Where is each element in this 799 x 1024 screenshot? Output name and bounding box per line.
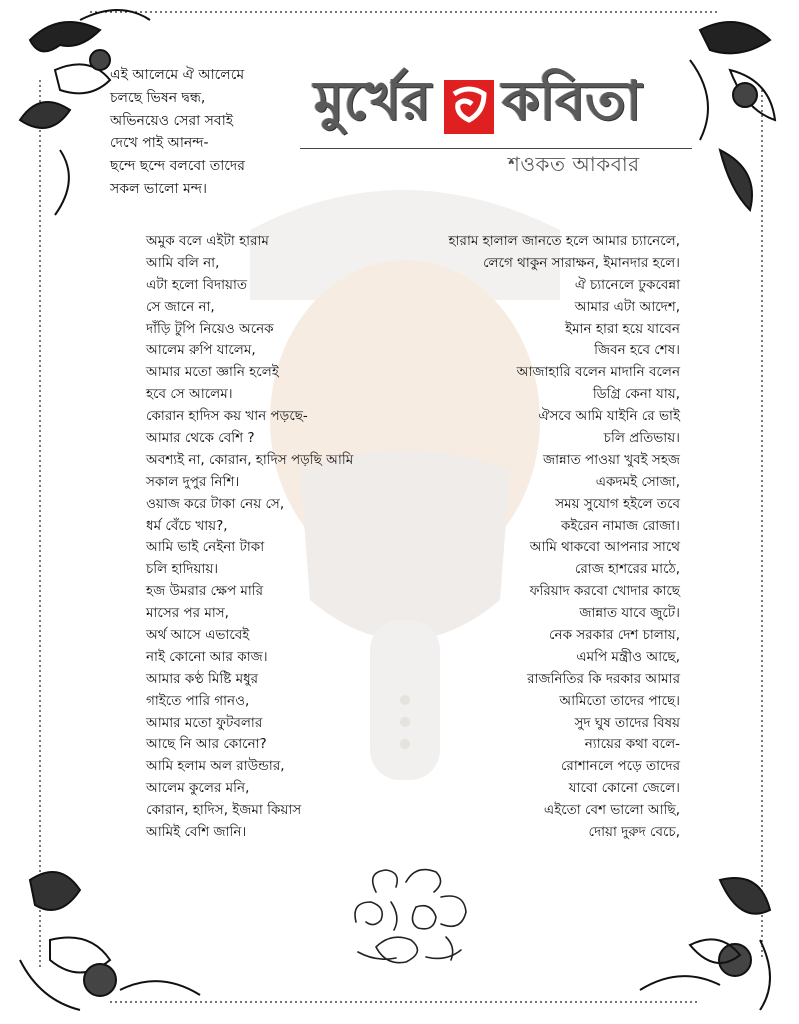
- verse-line: আলেম রুপি যালেম,: [146, 342, 256, 359]
- verse-line: আমার মতো জ্ঞানি হলেই: [146, 364, 279, 381]
- verse-line: দাঁড়ি টুপি নিয়েও অনেক: [146, 320, 274, 337]
- verse-line: ডিগ্রি কেনা যায়,: [592, 386, 680, 403]
- verse-line: আমার মতো ফুটবলার: [146, 714, 263, 731]
- verse-line: আমি বলি না,: [146, 254, 220, 271]
- title-word-1: মুর্খের: [314, 68, 431, 132]
- verse-line: জান্নাত পাওয়া খুবই সহজ: [543, 451, 680, 468]
- verse-line: আমার কণ্ঠ মিষ্টি মধুর: [146, 670, 259, 687]
- verse-line: রোশানলে পড়ে তাদের: [560, 758, 680, 775]
- title-logo-icon: [442, 78, 496, 136]
- corner-flourish-bottom-right: [640, 878, 770, 1010]
- verse-line: অমুক বলে এইটা হারাম: [146, 233, 269, 249]
- verse-line: আমি থাকবো আপনার সাথে: [529, 539, 680, 556]
- verse-line: দোয়া দুরুদ বেচে,: [588, 824, 680, 841]
- intro-line: ছন্দে ছন্দে বলবো তাদের: [110, 158, 245, 175]
- verse-line: হজ উমরার ক্ষেপ মারি: [146, 583, 264, 600]
- verse-line: এমপি মন্ত্রীও আছে,: [576, 648, 680, 665]
- verse-line: আমিই বেশি জানি।: [146, 824, 247, 841]
- bottom-flourish-ornament: [346, 862, 472, 970]
- verse-line: একদমই সোজা,: [595, 473, 680, 490]
- verse-line: আলেম কুলের মনি,: [146, 780, 250, 797]
- verse-line: চলি প্রতিভায়।: [603, 430, 680, 447]
- poem-right-column: [410, 231, 680, 844]
- verse-line: রোজ হাশরের মাঠে,: [574, 561, 680, 578]
- verse-line: কইরেন নামাজ রোজা।: [560, 517, 680, 534]
- verse-line: অর্থ আসে এভাবেই: [146, 627, 250, 644]
- verse-line: অবশ্যই না, কোরান, হাদিস পড়ছি আমি: [146, 451, 354, 468]
- verse-line: লেগে থাকুন সারাক্ষন, ইমানদার হলে।: [483, 254, 680, 271]
- intro-line: সকল ভালো মন্দ।: [110, 180, 207, 197]
- verse-line: এটা হলো বিদায়াত: [146, 276, 247, 293]
- verse-line: নাই কোনো আর কাজ।: [146, 648, 268, 665]
- verse-line: নেক সরকার দেশ চালায়,: [549, 627, 680, 644]
- intro-line: চলছে ভিষন দ্বন্ধ,: [110, 89, 206, 106]
- verse-line: সে জানে না,: [146, 298, 215, 315]
- verse-line: আছে নি আর কোনো?: [146, 736, 267, 753]
- intro-line: এই আলেমে ঐ আলেমে: [110, 67, 245, 83]
- verse-line: আমি হলাম অল রাউন্ডার,: [146, 758, 285, 775]
- verse-line: সময় সুযোগ হইলে তবে: [555, 495, 680, 512]
- verse-line: ঐসবে আমি যাইনি রে ভাই: [538, 408, 680, 425]
- title-word-2: কবিতা: [502, 68, 642, 132]
- verse-line: সুদ ঘুষ তাদের বিষয়: [574, 714, 680, 731]
- verse-line: ফরিয়াদ করবো খোদার কাছে: [529, 583, 680, 600]
- verse-line: চলি হাদিয়ায়।: [146, 561, 219, 578]
- verse-line: ঐ চ্যানেলে ঢুকবেন্না: [574, 276, 680, 293]
- verse-line: জিবন হবে শেষ।: [594, 342, 680, 359]
- verse-line: ইমান হারা হয়ে যাবেন: [565, 320, 680, 337]
- verse-line: কোরান হাদিস কয় খান পড়ছে-: [146, 408, 308, 425]
- verse-line: যাবো কোনো জেলে।: [568, 780, 680, 797]
- poem-title: [314, 66, 704, 156]
- poem-left-column: [146, 231, 426, 844]
- intro-stanza: [110, 64, 310, 201]
- verse-line: হবে সে আলেম।: [146, 386, 233, 403]
- verse-line: আমার এটা আদেশ,: [574, 298, 680, 315]
- intro-line: অভিনয়েও সেরা সবাই: [110, 112, 234, 129]
- intro-line: দেখে পাই আনন্দ-: [110, 135, 209, 152]
- corner-flourish-bottom-left: [20, 872, 200, 1010]
- verse-line: হারাম হালাল জানতে হলে আমার চ্যানেলে,: [448, 233, 680, 249]
- verse-line: আমার থেকে বেশি ?: [146, 430, 255, 447]
- verse-line: আমি ভাই নেইনা টাকা: [146, 539, 265, 556]
- verse-line: ন্যায়ের কথা বলে-: [584, 736, 680, 753]
- verse-line: মাসের পর মাস,: [146, 605, 229, 622]
- author-name: শওকত আকবার: [508, 152, 640, 176]
- verse-line: ধর্ম বেঁচে খায়?,: [146, 517, 228, 534]
- verse-line: গাইতে পারি গানও,: [146, 692, 250, 709]
- verse-line: কোরান, হাদিস, ইজমা কিয়াস: [146, 802, 302, 819]
- verse-line: এইতো বেশ ভালো আছি,: [543, 802, 680, 819]
- verse-line: সকাল দুপুর নিশি।: [146, 473, 240, 490]
- verse-line: জান্নাত যাবে জুটে।: [579, 605, 680, 622]
- verse-line: ওয়াজ করে টাকা নেয় সে,: [146, 495, 285, 512]
- verse-line: আমিতো তাদের পাছে।: [559, 692, 680, 709]
- verse-line: রাজনিতির কি দরকার আমার: [527, 670, 680, 687]
- verse-line: আজাহারি বলেন মাদানি বলেন: [516, 364, 680, 381]
- title-divider: [300, 148, 692, 149]
